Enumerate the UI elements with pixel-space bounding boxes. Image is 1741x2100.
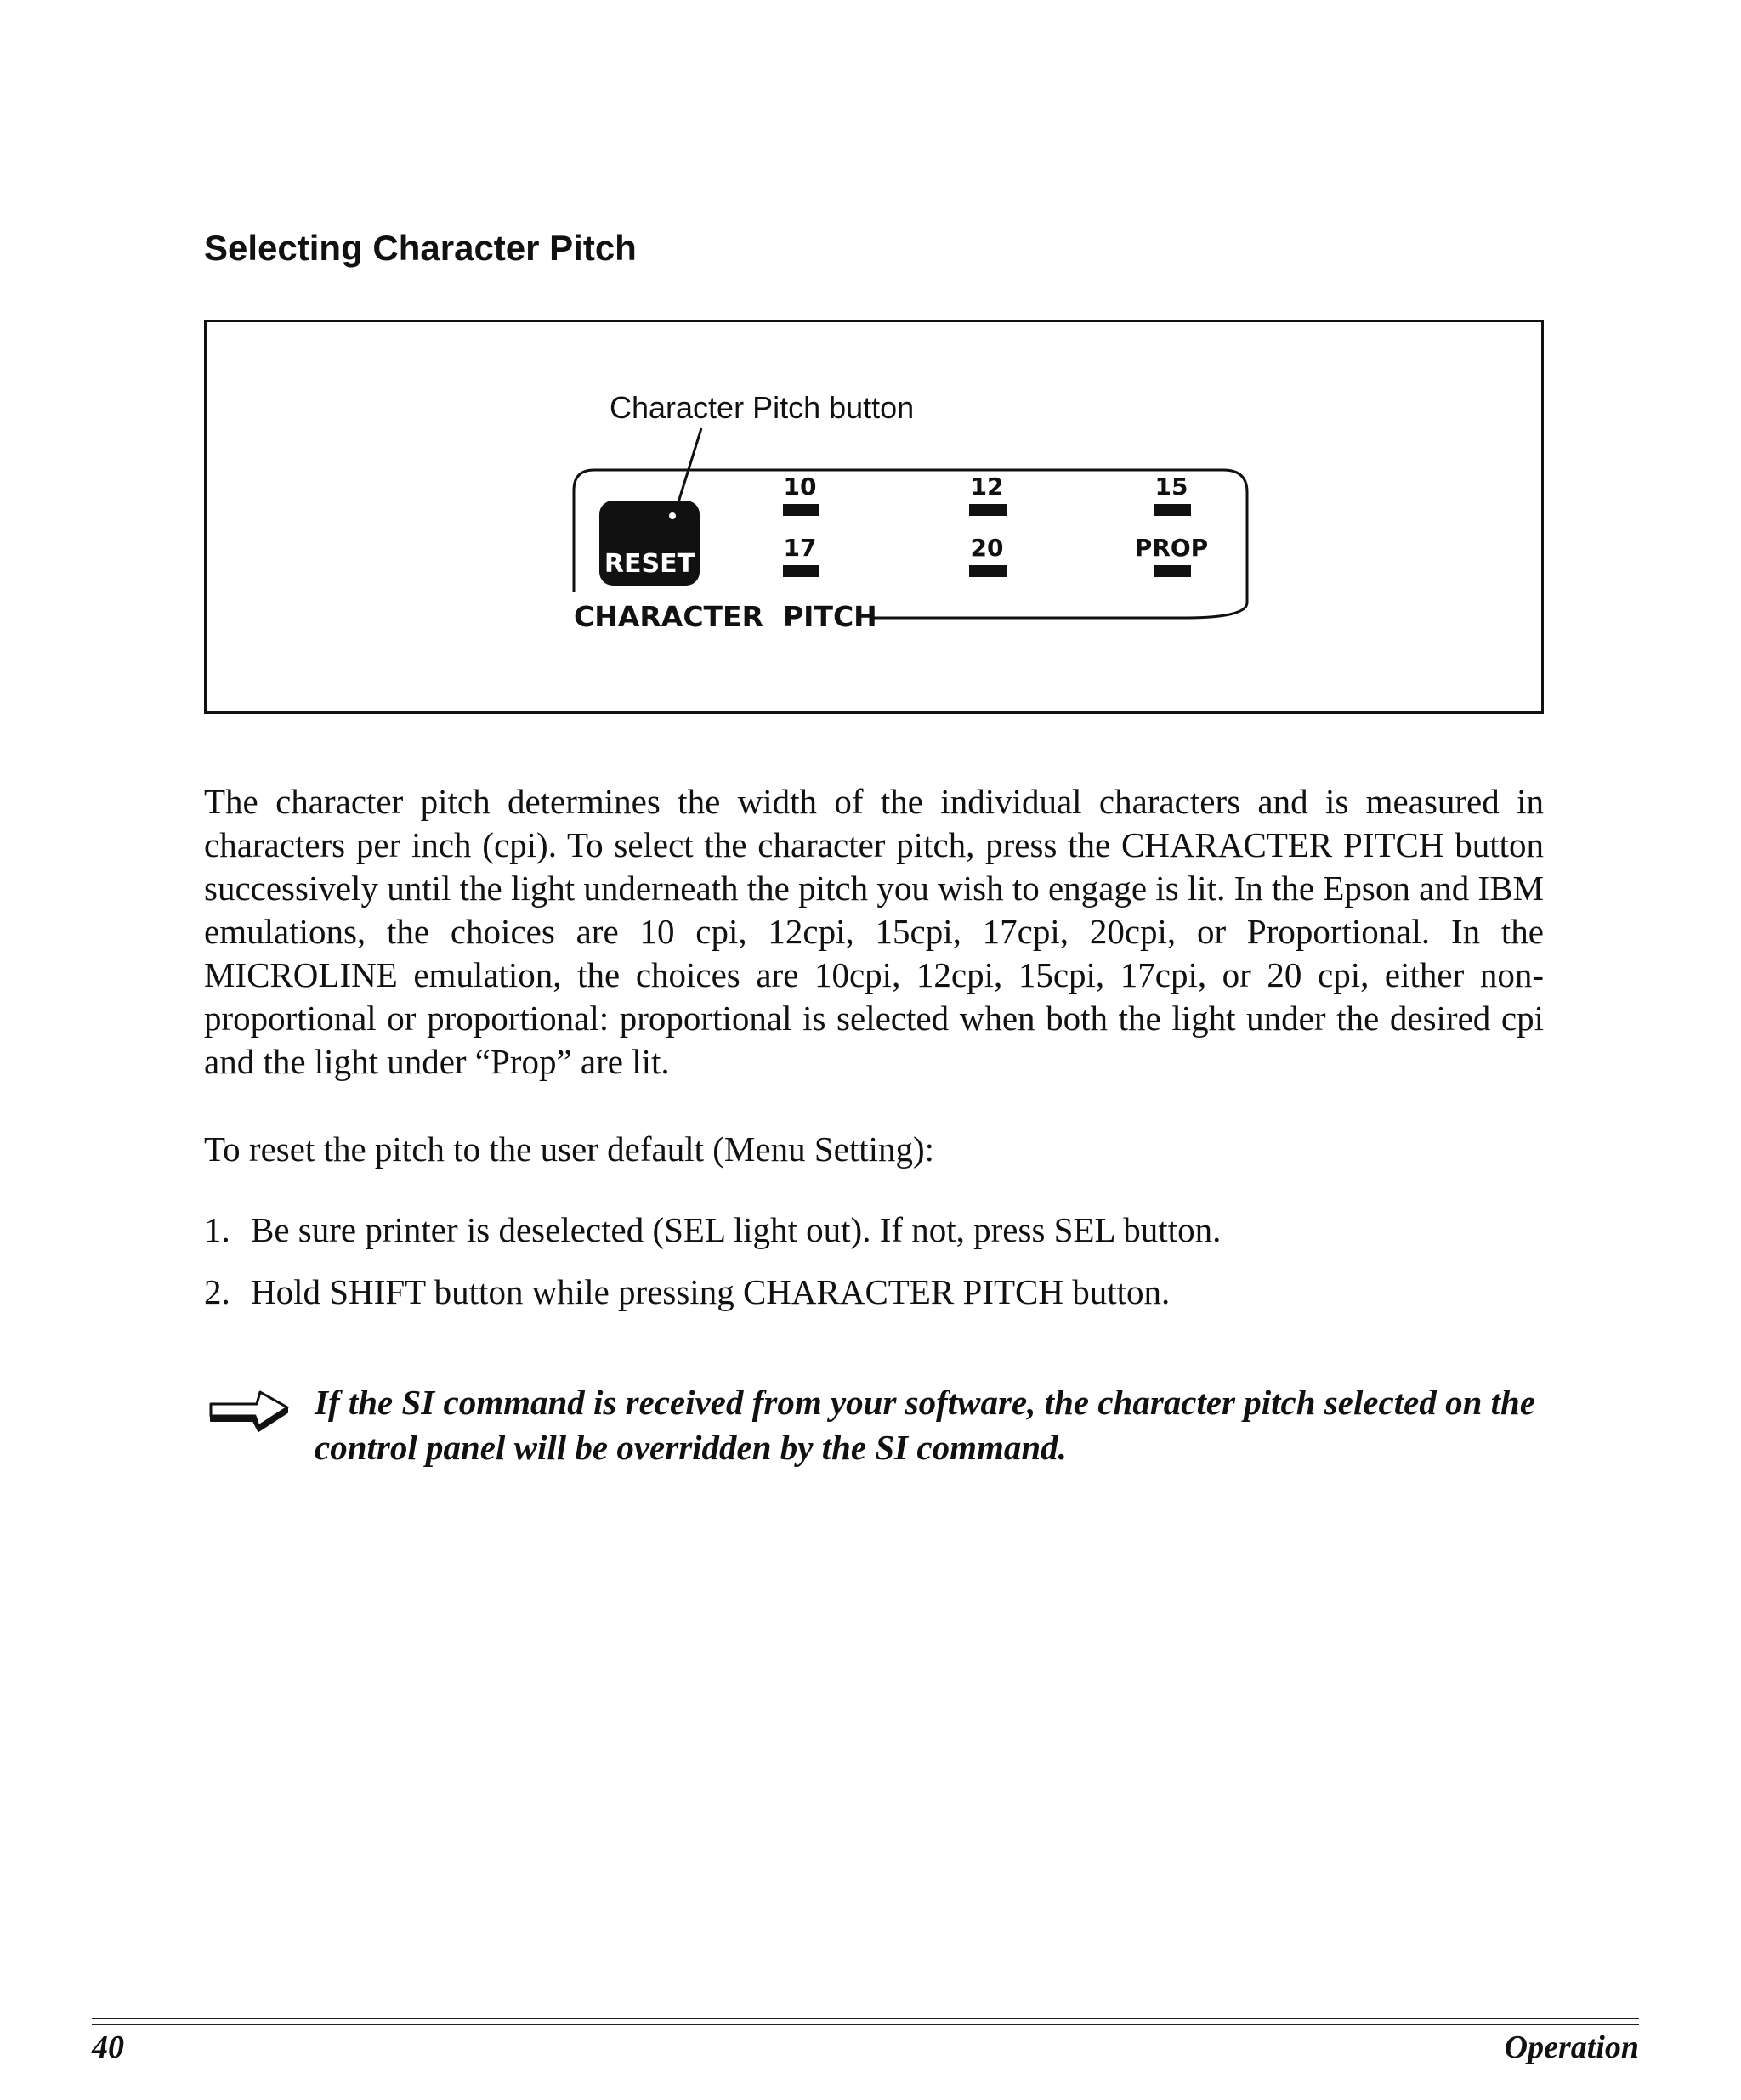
footer-rule-bottom (92, 2024, 1639, 2025)
reset-label: RESET (604, 549, 695, 579)
reset-intro-paragraph: To reset the pitch to the user default (Menu Setting): (204, 1129, 935, 1169)
character-pitch-button[interactable] (599, 501, 700, 586)
footer-section-name: Operation (1504, 2029, 1639, 2065)
step-text: Be sure printer is deselected (SEL light out). If not, press SEL button. (251, 1210, 1222, 1249)
control-panel-figure (204, 320, 1544, 714)
indicator-light-10 (783, 504, 819, 516)
pitch-label-12: 12 (970, 473, 1004, 501)
pitch-label-20: 20 (970, 534, 1004, 562)
footer-rule-top (92, 2018, 1639, 2019)
step-number: 1. (204, 1210, 230, 1249)
pitch-label-17: 17 (783, 534, 817, 562)
panel-title: CHARACTER PITCH (574, 600, 877, 633)
reset-steps-list (204, 1208, 1544, 1333)
indicator-light-prop (1154, 565, 1191, 577)
callout-label: Character Pitch button (610, 390, 915, 425)
step-text: Hold SHIFT button while pressing CHARACTER PITCH button. (251, 1272, 1171, 1311)
pitch-label-15: 15 (1154, 473, 1188, 501)
indicator-light-20 (969, 565, 1007, 577)
footer-page-number: 40 (92, 2029, 124, 2065)
indicator-light-12 (969, 504, 1007, 516)
pitch-label-prop: PROP (1134, 534, 1209, 562)
indicator-light-15 (1154, 504, 1191, 516)
note-text: If the SI command is received from your software, the character pitch selected on the control panel will be overridden by the SI command. (315, 1383, 1536, 1467)
control-panel-illustration (207, 322, 1541, 711)
pointing-hand-icon (207, 1385, 292, 1435)
section-title: Selecting Character Pitch (204, 228, 637, 268)
indicator-light-17 (783, 565, 819, 577)
pitch-description-paragraph: The character pitch determines the width of the individual characters and is measured in characters per inch (cpi). To select the character pitch, press the CHARACTER PITCH button successively until the light underneath the pitch you wish to engage is lit. In the Epson and IBM emulations, the choices are 10 cpi, 12cpi, 15cpi, 17cpi, 20cpi, or Proportional. In the MICROLINE emulation, the choices are 10cpi, 12cpi, 15cpi, 17cpi, or 20 cpi, either non-proportional or proportional: proportional is selected when both the light under the desired cpi and the light under “Prop” are lit. (204, 782, 1544, 1081)
pitch-label-10: 10 (783, 473, 817, 501)
step-number: 2. (204, 1272, 230, 1311)
list-item (204, 1208, 1544, 1252)
list-item (204, 1271, 1544, 1314)
